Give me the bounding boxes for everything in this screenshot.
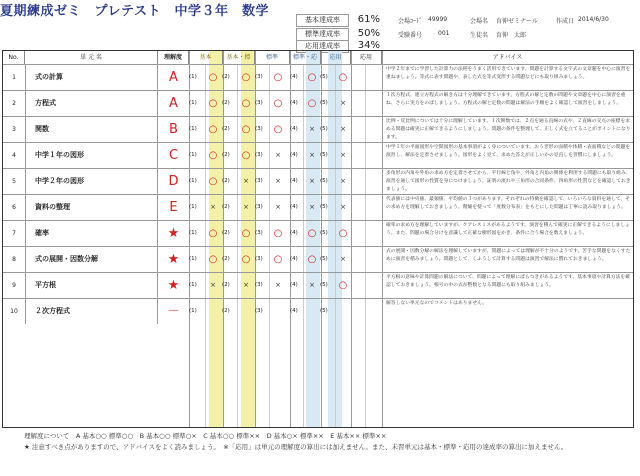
question-label: (5) — [320, 100, 328, 106]
correct-mark: ○ — [307, 72, 317, 83]
row-number: 3 — [3, 117, 26, 142]
incorrect-mark: × — [340, 255, 346, 263]
advice-text: 代表値には中央値、最頻値、平均値の３つがあります。それぞれの特徴を確認して、いろいろな資料を通して、その求め方を理解しておきましょう。階級を使って「度数分布表」をもとにした問題は丁寧に読み取りましょう。 — [386, 197, 631, 210]
question-label: (2) — [222, 126, 230, 132]
question-label: (2) — [222, 282, 230, 288]
footer-note: ★ 注意すべき点がありますので、アドバイスをよく読みましょう。 ※「応用」は単元の理解度の算出には加えません。また、未習単元は基本・標準・応用の達成率の算出に加えません。 — [24, 443, 568, 451]
grade-mark: A — [158, 65, 190, 90]
unit-name: 方程式 — [25, 91, 158, 116]
question-label: (5) — [320, 282, 328, 288]
question-label: (4) — [290, 282, 298, 288]
correct-mark: ○ — [241, 124, 251, 135]
correct-mark: ○ — [307, 254, 317, 265]
row-number: 6 — [3, 195, 26, 220]
correct-mark: ○ — [273, 72, 283, 83]
question-label: (2) — [222, 74, 230, 80]
row-number: 1 — [3, 65, 26, 90]
table-row — [3, 142, 633, 168]
col-header-applied-1: 応用 — [321, 51, 351, 64]
question-label: (4) — [290, 178, 298, 184]
correct-mark: ○ — [241, 254, 251, 265]
unit-name: ２次方程式 — [25, 299, 158, 324]
incorrect-mark: × — [275, 203, 281, 211]
advice-text: １次方程式、連立方程式の解き方は十分理解できています。方程式の解と定数の問題や文章題を中心に演習を重ね、さらに実力をのばしましょう。方程式の解と定数の問題は解法の手順をよく確認して演習をしましょう。 — [386, 93, 626, 106]
table-row — [3, 90, 633, 116]
incorrect-mark: × — [340, 151, 346, 159]
grade-mark: A — [158, 91, 190, 116]
question-label: (3) — [255, 282, 263, 288]
correct-mark: ○ — [241, 150, 251, 161]
question-label: (4) — [290, 126, 298, 132]
question-label: (3) — [255, 204, 263, 210]
row-number: 8 — [3, 247, 26, 272]
unit-name: 関数 — [25, 117, 158, 142]
table-row — [3, 116, 633, 142]
question-label: (3) — [255, 74, 263, 80]
incorrect-mark: × — [243, 281, 249, 289]
advice-text: 解答しない単元なのでコメントはありません。 — [386, 301, 488, 306]
student-name-value: 育伸 太郎 — [496, 32, 527, 39]
question-label: (1) — [189, 230, 197, 236]
question-label: (1) — [189, 178, 197, 184]
question-label: (1) — [189, 308, 197, 314]
correct-mark: ○ — [208, 228, 218, 239]
grade-legend: 理解度について A 基本○○ 標準○○ B 基本○○ 標準○× C 基本○○ 標準×× D 基本○× 標準×× E 基本×× 標準×× — [24, 432, 387, 440]
row-number: 4 — [3, 143, 26, 168]
correct-mark: ○ — [338, 280, 348, 291]
incorrect-mark: × — [340, 177, 346, 185]
venue-code-value: 49999 — [428, 16, 448, 23]
correct-mark: ○ — [208, 176, 218, 187]
question-label: (5) — [320, 256, 328, 262]
question-label: (2) — [222, 100, 230, 106]
incorrect-mark — [336, 299, 350, 324]
question-label: (1) — [189, 282, 197, 288]
correct-mark: ○ — [241, 98, 251, 109]
unit-name: 式の計算 — [25, 65, 158, 90]
table-row — [3, 64, 633, 90]
col-header-basic-standard: 基本・標 — [223, 51, 255, 64]
question-label: (3) — [255, 256, 263, 262]
question-label: (2) — [222, 230, 230, 236]
question-label: (4) — [290, 204, 298, 210]
col-header-standard-applied: 標準・応 — [290, 51, 321, 64]
grade-mark: ★ — [158, 273, 190, 298]
table-row — [3, 298, 633, 324]
incorrect-mark: × — [275, 281, 281, 289]
question-label: (2) — [222, 256, 230, 262]
correct-mark: ○ — [241, 228, 251, 239]
col-header-basic: 基本 — [189, 51, 223, 64]
question-label: (5) — [320, 178, 328, 184]
correct-mark: ○ — [208, 150, 218, 161]
question-label: (5) — [320, 74, 328, 80]
basic-rate-value: 61% — [357, 14, 380, 25]
exam-number-label: 受験番号 — [398, 32, 423, 39]
row-number: 5 — [3, 169, 26, 194]
question-label: (2) — [222, 308, 230, 314]
grade-mark: D — [158, 169, 190, 194]
correct-mark: ○ — [307, 228, 317, 239]
table-row — [3, 272, 633, 298]
venue-name-label: 会場名 — [470, 18, 489, 25]
row-number: 9 — [3, 273, 26, 298]
col-header-advice: アドバイス — [492, 54, 523, 61]
basic-rate-label: 基本達成率 — [296, 14, 349, 27]
advice-text: 式の展開・因数分解の解法を理解していますが、問題によっては理解が不十分のようです。苦手な問題をなくすために演習を積みましょう。問題として、くふうして計算する問題は演習で解法に慣れておきましょう。 — [386, 249, 631, 262]
incorrect-mark: × — [309, 281, 315, 289]
question-label: (5) — [320, 230, 328, 236]
question-label: (5) — [320, 204, 328, 210]
question-label: (5) — [320, 152, 328, 158]
question-label: (2) — [222, 152, 230, 158]
question-label: (4) — [290, 74, 298, 80]
basic-rate — [296, 14, 381, 26]
incorrect-mark: × — [243, 203, 249, 211]
advice-text: 多角形の内角や外角の求め方を定着させてから、平行線と角や、外角と内角の関係を利用する問題にも取り組み、演習を通して図形の性質を身につけましょう。証明の流れや三角形の合同条件、四角形の性質などを確認しておきましょう。 — [386, 171, 631, 192]
table-row — [3, 194, 633, 220]
unit-name: 中学２年の図形 — [25, 169, 158, 194]
grade-mark: C — [158, 143, 190, 168]
incorrect-mark — [305, 299, 319, 324]
incorrect-mark: × — [309, 125, 315, 133]
incorrect-mark: × — [340, 99, 346, 107]
advice-text: 確率の求め方を理解していますが、ケアレスミスがあるようです。演習を積んで確実に正解できるようにしましょう。また、問題の場合分けを意識して正確な樹形図をかき、条件に合う場合を数えましょう。 — [386, 223, 630, 236]
question-label: (2) — [222, 204, 230, 210]
question-label: (3) — [255, 178, 263, 184]
question-label: (4) — [290, 308, 298, 314]
grade-mark: B — [158, 117, 190, 142]
question-label: (3) — [255, 126, 263, 132]
student-name-label: 生徒名 — [470, 32, 489, 39]
incorrect-mark — [271, 299, 285, 324]
question-label: (5) — [320, 126, 328, 132]
incorrect-mark: × — [275, 177, 281, 185]
incorrect-mark: × — [275, 151, 281, 159]
table-row — [3, 168, 633, 194]
date-value: 2014/6/30 — [578, 16, 609, 23]
row-number: 2 — [3, 91, 26, 116]
incorrect-mark — [206, 299, 220, 324]
incorrect-mark: × — [309, 203, 315, 211]
question-label: (1) — [189, 204, 197, 210]
question-label: (2) — [222, 178, 230, 184]
standard-rate-label: 標準達成率 — [296, 28, 349, 41]
row-number: 10 — [3, 299, 26, 324]
applied-rate-value: 34% — [357, 40, 380, 51]
unit-name: 資料の整理 — [25, 195, 158, 220]
question-label: (3) — [255, 308, 263, 314]
question-label: (4) — [290, 152, 298, 158]
correct-mark: ○ — [338, 72, 348, 83]
advice-text: 平方根の意味や計算問題の解法について、問題によって理解にばらつきがあるようです。基本事項や計算方法を確認しておきましょう。根号の中の式が整数となる問題にも取り組みましょう。 — [386, 275, 631, 288]
standard-rate — [296, 28, 381, 40]
grade-mark: ★ — [158, 221, 190, 246]
question-label: (4) — [290, 100, 298, 106]
col-header-unit: 単 元 名 — [25, 51, 158, 64]
question-label: (3) — [255, 152, 263, 158]
unit-name: 確率 — [25, 221, 158, 246]
incorrect-mark: × — [340, 125, 346, 133]
grade-mark: E — [158, 195, 190, 220]
incorrect-mark: × — [210, 281, 216, 289]
date-label: 作成日 — [556, 18, 575, 25]
incorrect-mark: × — [309, 177, 315, 185]
correct-mark: ○ — [273, 124, 283, 135]
advice-text: 比例・反比例については十分に理解しています。１次関数では、２点を通る直線の式や、２直線の交点の座標を求める問題は確実に正解できるようにしましょう。問題の条件を整理して、正しく式を立てることがポイントになります。 — [386, 119, 631, 140]
correct-mark: ○ — [273, 254, 283, 265]
correct-mark: ○ — [208, 124, 218, 135]
correct-mark: ○ — [273, 98, 283, 109]
correct-mark: ○ — [208, 72, 218, 83]
col-header-no: No. — [3, 51, 25, 64]
applied-rate-label: 応用達成率 — [296, 40, 349, 53]
correct-mark: ○ — [307, 98, 317, 109]
col-header-applied-2: 応用 — [351, 51, 382, 64]
question-label: (4) — [290, 230, 298, 236]
result-table — [2, 50, 634, 428]
col-header-grade: 理解度 — [158, 51, 189, 64]
incorrect-mark: × — [309, 151, 315, 159]
correct-mark: ○ — [273, 228, 283, 239]
page-title: 夏期練成ゼミ プレテスト 中学３年 数学 — [0, 4, 269, 19]
question-label: (4) — [290, 256, 298, 262]
question-label: (1) — [189, 152, 197, 158]
correct-mark: ○ — [338, 228, 348, 239]
incorrect-mark: × — [340, 203, 346, 211]
grade-mark: － — [158, 299, 190, 324]
question-label: (1) — [189, 256, 197, 262]
question-label: (1) — [189, 126, 197, 132]
correct-mark: ○ — [241, 72, 251, 83]
advice-text: 中学２年までに学習した計算力の法則をうまく活用できています。問題を計算する文字式の文章題を中心に演習を重ねましょう。等式に表す問題や、表した式を等式変形する問題などにも取り組みましょう。 — [386, 67, 631, 80]
unit-name: 平方根 — [25, 273, 158, 298]
question-label: (3) — [255, 230, 263, 236]
correct-mark: ○ — [208, 254, 218, 265]
incorrect-mark: × — [243, 177, 249, 185]
col-header-standard: 標準 — [255, 51, 290, 64]
exam-number-value: 001 — [438, 30, 450, 37]
venue-name-value: 育伸ゼミナール — [496, 18, 538, 25]
table-row — [3, 246, 633, 272]
question-label: (1) — [189, 74, 197, 80]
standard-rate-value: 50% — [357, 28, 380, 39]
question-label: (3) — [255, 100, 263, 106]
incorrect-mark: × — [210, 203, 216, 211]
question-label: (1) — [189, 100, 197, 106]
table-row — [3, 220, 633, 246]
correct-mark: ○ — [208, 98, 218, 109]
unit-name: 中学１年の図形 — [25, 143, 158, 168]
question-label: (5) — [320, 308, 328, 314]
venue-code-label: 会場ｺｰﾄﾞ — [398, 18, 423, 25]
unit-name: 式の展開・因数分解 — [25, 247, 158, 272]
row-number: 7 — [3, 221, 26, 246]
incorrect-mark — [239, 299, 253, 324]
grade-mark: ★ — [158, 247, 190, 272]
advice-text: 中学１年の平面図形や空間図形の基本事項がよく身についています。おうぎ形の面積や体積・表面積などの問題を演習し、解法を定着させましょう。図形をよく見て、求めた答えが正しいかの見直しを習慣にしましょう。 — [386, 145, 631, 158]
